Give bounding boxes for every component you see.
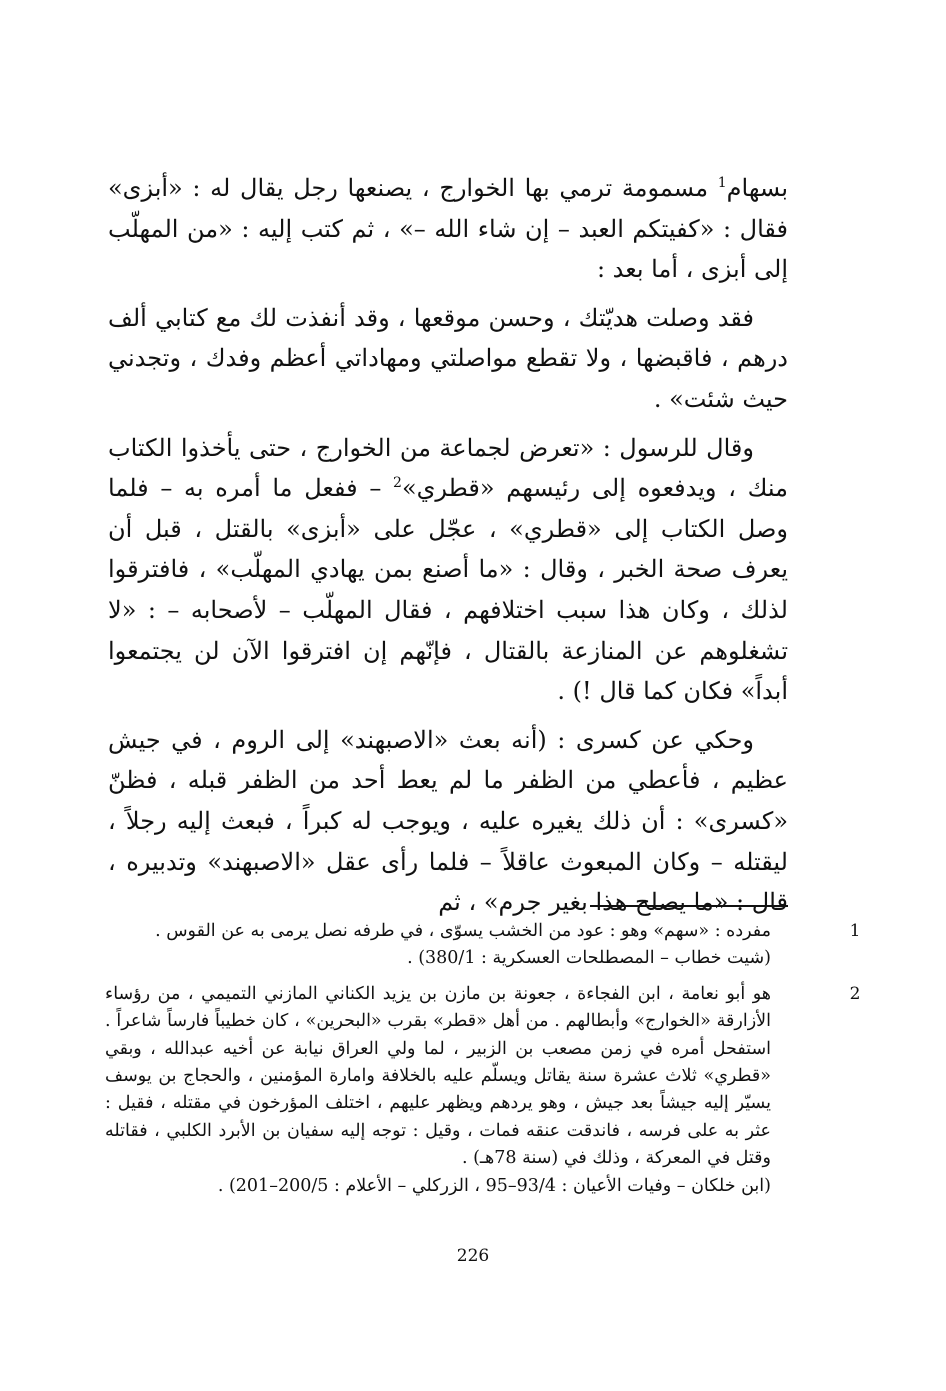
paragraph-4: وحكي عن كسرى : (أنه بعث «الاصبهند» إلى الروم ، في جيش عظيم ، فأعطي من الظفر ما لم يعط أحد من الظفر قبله ، فظنّ «كسرى» : أن ذلك يغيره عليه ، ويوجب له كبراً ، فبعث إليه رجلاً ، ليقتله – وكان المبعوث عاقلاً – فلما رأى عقل «الاصبهند» وتدبيره ، قال : «ما يصلح هذا بغير جرم» ، ثم bbox=[108, 725, 788, 917]
footnote-1 bbox=[105, 918, 861, 973]
paragraph-2: فقد وصلت هديّتك ، وحسن موقعها ، وقد أنفذت لك مع كتابي ألف درهم ، فاقبضها ، ولا تقطع مواصلتي ومهاداتي أعظم وفدك ، وتجدني حيث شئت» . bbox=[108, 303, 788, 413]
footnote-2-line-2: (ابن خلكان – وفيات الأعيان : 93/4–95 ، الزركلي – الأعلام : 200/5–201) . bbox=[217, 1175, 771, 1196]
footnote-ref-2[interactable]: 2 bbox=[393, 475, 402, 492]
footnote-1-line-1: مفرده : «سهم» وهو : عود من الخشب يسوّى ، في طرفه نصل يرمى به عن القوس . bbox=[155, 921, 771, 941]
footnote-separator bbox=[590, 905, 788, 907]
paragraph-1 bbox=[108, 168, 788, 290]
footnote-2-line-1: هو أبو نعامة ، ابن الفجاءة ، جعونة بن مازن بن يزيد الكناني المازني التميمي ، من رؤساء الأزارقة «الخوارج» وأبطالهم . من أهل «قطر» بقرب «البحرين» ، كان خطيباً فارساً شاعراً . استفحل أمره في زمن مصعب بن الزبير ، لما ولي العراق نيابة عن أخيه عبدالله ، وبقي «قطري» ثلاث عشرة سنة يقاتل ويسلّم عليه بالخلافة وامارة المؤمنين ، والحجاج بن يوسف يسيّر إليه جيشاً بعد جيش ، وهو يردهم ويظهر عليهم ، اختلف المؤرخون في مقتله ، فقيل : عثر به على فرسه ، فاندقت عنقه فمات ، وقيل : توجه إليه سفيان بن الأبرد الكلبي ، فقاتله وقتل في المعركة ، وذلك في (سنة 78هـ) . bbox=[105, 983, 771, 1169]
footnote-number: 2 bbox=[849, 983, 861, 1004]
main-text bbox=[108, 168, 788, 923]
footnote-ref-1[interactable]: 1 bbox=[717, 175, 727, 191]
footnote-2 bbox=[105, 981, 861, 1200]
footnote-number: 1 bbox=[849, 921, 861, 941]
paragraph-3 bbox=[108, 428, 788, 712]
paragraph-1-text-a: بسهام bbox=[726, 174, 788, 202]
footnotes bbox=[105, 918, 861, 1200]
page-number: 226 bbox=[456, 1246, 490, 1266]
paragraph-3-text-a: وقال للرسول : «تعرض لجماعة من الخوارج ، حتى يأخذوا الكتاب منك ، ويدفعوه إلى رئيسهم «قطري» bbox=[108, 433, 788, 503]
paragraph-3-text-b: – ففعل ما أمره به – فلما وصل الكتاب إلى «قطري» ، عجّل على «أبزى» بالقتل ، قبل أن يعرف صحة الخبر ، وقال : «ما أصنع بمن يهادي المهلّب» ، فافترقوا لذلك ، وكان هذا سبب اختلافهم ، فقال المهلّب – لأصحابه – : «لا تشغلوهم عن المنازعة بالقتال ، فإنّهم إن افترقوا الآن لن يجتمعوا أبداً» فكان كما قال !) . bbox=[108, 474, 789, 706]
footnote-1-line-2: (شيت خطاب – المصطلحات العسكرية : 380/1) . bbox=[407, 948, 771, 969]
paragraph-1-text-b: مسمومة ترمي بها الخوارج ، يصنعها رجل يقال له : «أبزى» فقال : «كفيتكم العبد – إن شاء الله –» ، ثم كتب إليه : «من المهلّب إلى أبزى ، أما بعد : bbox=[108, 174, 788, 284]
